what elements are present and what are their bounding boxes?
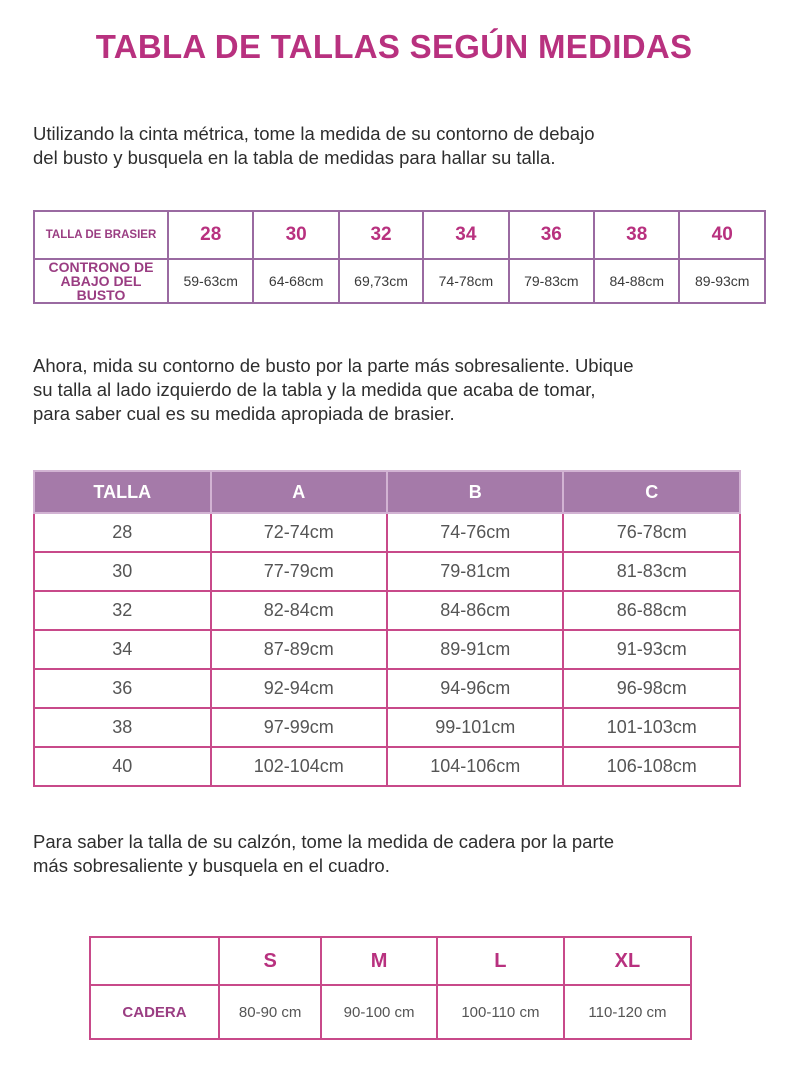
column-header: C (563, 471, 740, 513)
measure-cell: 59-63cm (168, 259, 253, 303)
table-cell: 38 (34, 708, 211, 747)
table-cell: 30 (34, 552, 211, 591)
table-cell: 32 (34, 591, 211, 630)
table-cell: 97-99cm (211, 708, 387, 747)
empty-corner-cell (90, 937, 219, 985)
table-cell: 34 (34, 630, 211, 669)
measure-cell: 64-68cm (253, 259, 338, 303)
table-cell: 40 (34, 747, 211, 786)
cup-size-table (33, 470, 741, 787)
table-cell: 28 (34, 513, 211, 552)
measure-cell: 90-100 cm (321, 985, 437, 1039)
size-cell: 34 (423, 211, 508, 259)
table-cell: 76-78cm (563, 513, 740, 552)
bust-line: Ahora, mida su contorno de busto por la parte más sobresaliente. Ubique (33, 355, 634, 376)
table-cell: 36 (34, 669, 211, 708)
page-title: TABLA DE TALLAS SEGÚN MEDIDAS (95, 28, 693, 65)
column-header: TALLA (34, 471, 211, 513)
intro-line: del busto y busquela en la tabla de medidas para hallar su talla. (33, 147, 556, 168)
table-row (34, 259, 765, 303)
table-cell: 77-79cm (211, 552, 387, 591)
table-cell: 92-94cm (211, 669, 387, 708)
panty-size-table (89, 936, 692, 1040)
table-cell: 84-86cm (387, 591, 563, 630)
table-cell: 72-74cm (211, 513, 387, 552)
table-cell: 106-108cm (563, 747, 740, 786)
table-row (34, 747, 740, 786)
table-cell: 99-101cm (387, 708, 563, 747)
size-cell: 28 (168, 211, 253, 259)
measure-cell: 74-78cm (423, 259, 508, 303)
row-label (34, 259, 168, 303)
panty-paragraph (33, 830, 614, 878)
size-cell: S (219, 937, 321, 985)
row-label: CADERA (90, 985, 219, 1039)
table-cell: 81-83cm (563, 552, 740, 591)
table-row (90, 985, 691, 1039)
row-label-line: CONTRONO DE (48, 259, 154, 275)
measure-cell: 110-120 cm (564, 985, 691, 1039)
table-row (34, 708, 740, 747)
measure-cell: 89-93cm (679, 259, 765, 303)
intro-line: Utilizando la cinta métrica, tome la medida de su contorno de debajo (33, 123, 595, 144)
table-cell: 96-98cm (563, 669, 740, 708)
size-cell: 40 (679, 211, 765, 259)
table-cell: 104-106cm (387, 747, 563, 786)
table-header-row (34, 471, 740, 513)
size-cell: M (321, 937, 437, 985)
table-row (34, 591, 740, 630)
column-header: A (211, 471, 387, 513)
size-cell: 38 (594, 211, 679, 259)
table-cell: 94-96cm (387, 669, 563, 708)
measure-cell: 100-110 cm (437, 985, 564, 1039)
bust-line: para saber cual es su medida apropiada de brasier. (33, 403, 455, 424)
table-row (90, 937, 691, 985)
table-row (34, 669, 740, 708)
measure-cell: 79-83cm (509, 259, 594, 303)
table-cell: 79-81cm (387, 552, 563, 591)
row-label: TALLA DE BRASIER (34, 211, 168, 259)
table-row (34, 630, 740, 669)
table-row (34, 552, 740, 591)
size-cell: 32 (339, 211, 423, 259)
table-cell: 91-93cm (563, 630, 740, 669)
measure-cell: 80-90 cm (219, 985, 321, 1039)
bra-band-size-table (33, 210, 766, 304)
table-cell: 82-84cm (211, 591, 387, 630)
size-cell: 30 (253, 211, 338, 259)
table-cell: 102-104cm (211, 747, 387, 786)
table-cell: 86-88cm (563, 591, 740, 630)
size-cell: L (437, 937, 564, 985)
table-cell: 74-76cm (387, 513, 563, 552)
table-row (34, 513, 740, 552)
panty-line: más sobresaliente y busquela en el cuadro. (33, 855, 390, 876)
bust-line: su talla al lado izquierdo de la tabla y la medida que acaba de tomar, (33, 379, 596, 400)
column-header: B (387, 471, 563, 513)
table-cell: 87-89cm (211, 630, 387, 669)
bust-paragraph (33, 354, 634, 426)
measure-cell: 84-88cm (594, 259, 679, 303)
size-cell: XL (564, 937, 691, 985)
size-cell: 36 (509, 211, 594, 259)
table-cell: 101-103cm (563, 708, 740, 747)
row-label-line: ABAJO DEL BUSTO (60, 273, 142, 303)
intro-paragraph (33, 122, 595, 170)
table-cell: 89-91cm (387, 630, 563, 669)
table-row (34, 211, 765, 259)
measure-cell: 69,73cm (339, 259, 423, 303)
panty-line: Para saber la talla de su calzón, tome la medida de cadera por la parte (33, 831, 615, 852)
